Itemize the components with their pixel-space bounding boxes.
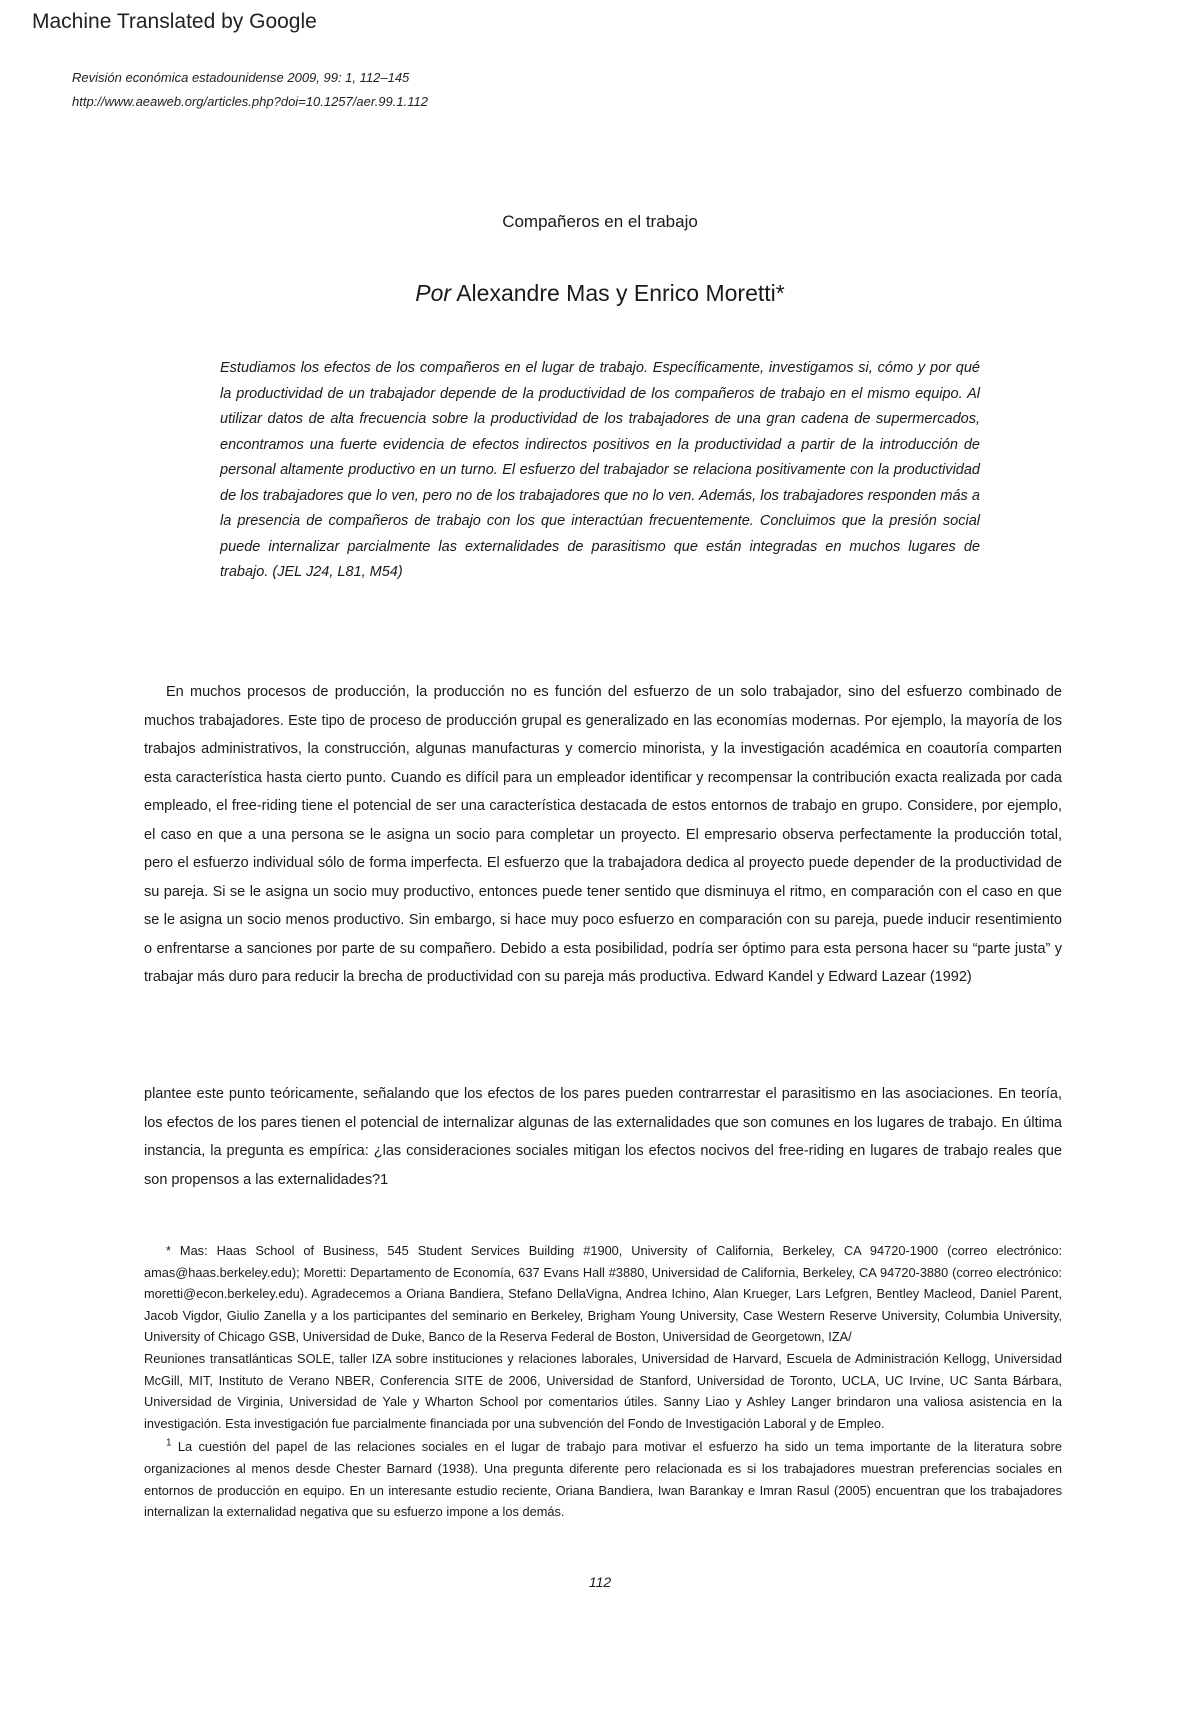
doi-url: http://www.aeaweb.org/articles.php?doi=10.1257/aer.99.1.112	[72, 94, 428, 109]
body-paragraph-2: plantee este punto teóricamente, señalando que los efectos de los pares pueden contrarrestar el parasitismo en las asociaciones. En teoría, los efectos de los pares tienen el potencial de internalizar algunas de las externalidades que son comunes en los lugares de trabajo. En última instancia, la pregunta es empírica: ¿las consideraciones sociales mitigan los efectos nocivos del free-riding en lugares de trabajo reales que son propensos a las externalidades?1	[144, 1086, 1062, 1188]
footnote-1-mark: 1	[166, 1438, 172, 1450]
journal-header	[72, 66, 428, 114]
paper-title: Compañeros en el trabajo	[502, 212, 698, 231]
footnote-author-affiliations: * Mas: Haas School of Business, 545 Student Services Building #1900, University of California, Berkeley, CA 94720-1900 (correo electrónico: amas@haas.berkeley.edu); Moretti: Departamento de Economía, 637 Evans Hall #3880, Universidad de California, Berkeley, CA 94720-3880 (correo electrónico: moretti@econ.berkeley.edu). Agradecemos a Oriana Bandiera, Stefano DellaVigna, Andrea Ichino, Alan Krueger, Lars Lefgren, Bentley Macleod, Daniel Parent, Jacob Vigdor, Giulio Zanella y a los participantes del seminario en Berkeley, Brigham Young University, Case Western Reserve University, Columbia University, University of Chicago GSB, Universidad de Duke, Banco de la Reserva Federal de Boston, Universidad de Georgetown, IZA/	[144, 1243, 1062, 1345]
machine-translation-banner: Machine Translated by Google	[32, 10, 317, 33]
journal-citation: Revisión económica estadounidense 2009, 99: 1, 112–145	[72, 70, 410, 85]
footnote-acknowledgements: Reuniones transatlánticas SOLE, taller IZA sobre instituciones y relaciones laborales, Universidad de Harvard, Escuela de Administración Kellogg, Universidad McGill, MIT, Instituto de Verano NBER, Conferencia SITE de 2006, Universidad de Stanford, Universidad de Toronto, UCLA, UC Irvine, UC Santa Bárbara, Universidad de Virginia, Universidad de Yale y Wharton School por comentarios útiles. Sanny Liao y Ashley Langer brindaron una valiosa asistencia en la investigación. Esta investigación fue parcialmente financiada por una subvención del Fondo de Investigación Laboral y de Empleo.	[144, 1350, 1062, 1431]
abstract: Estudiamos los efectos de los compañeros en el lugar de trabajo. Específicamente, investigamos si, cómo y por qué la productividad de un trabajador depende de la productividad de los compañeros de trabajo en el mismo equipo. Al utilizar datos de alta frecuencia sobre la productividad de los trabajadores de una gran cadena de supermercados, encontramos una fuerte evidencia de efectos indirectos positivos en la productividad a partir de la introducción de personal altamente productivo en un turno. El esfuerzo del trabajador se relaciona positivamente con la productividad de los trabajadores que lo ven, pero no de los trabajadores que no lo ven. Además, los trabajadores responden más a la presencia de compañeros de trabajo con los que interactúan frecuentemente. Concluimos que la presión social puede internalizar parcialmente las externalidades de parasitismo que están integradas en muchos lugares de trabajo. (JEL J24, L81, M54)	[220, 360, 980, 580]
footnotes	[144, 1240, 1062, 1523]
page-number: 112	[588, 1574, 612, 1590]
footnote-1-text: La cuestión del papel de las relaciones sociales en el lugar de trabajo para motivar el esfuerzo ha sido un tema importante de la literatura sobre organizaciones al menos desde Chester Barnard (1938). Una pregunta diferente pero relacionada es si los trabajadores muestran preferencias sociales en entornos de producción en equipo. En un interesante estudio reciente, Oriana Bandiera, Iwan Barankay e Imran Rasul (2005) encuentran que los trabajadores internalizan la externalidad negativa que su esfuerzo impone a los demás.	[144, 1439, 1062, 1520]
authors-prefix: Por	[415, 280, 452, 306]
body-paragraph-1: En muchos procesos de producción, la producción no es función del esfuerzo de un solo trabajador, sino del esfuerzo combinado de muchos trabajadores. Este tipo de proceso de producción grupal es generalizado en las economías modernas. Por ejemplo, la mayoría de los trabajos administrativos, la construcción, algunas manufacturas y comercio minorista, y la investigación académica en coautoría comparten esta característica hasta cierto punto. Cuando es difícil para un empleador identificar y recompensar la contribución exacta realizada por cada empleado, el free-riding tiene el potencial de ser una característica destacada de estos entornos de trabajo en grupo. Considere, por ejemplo, el caso en que a una persona se le asigna un socio para completar un proyecto. El empresario observa perfectamente la producción total, pero el esfuerzo individual sólo de forma imperfecta. El esfuerzo que la trabajadora dedica al proyecto puede depender de la productividad de su pareja. Si se le asigna un socio muy productivo, entonces puede tener sentido que disminuya el ritmo, en comparación con el caso en que se le asigna un socio menos productivo. Sin embargo, si hace muy poco esfuerzo en comparación con su pareja, puede inducir resentimiento o enfrentarse a sanciones por parte de su compañero. Debido a esta posibilidad, podría ser óptimo para esta persona hacer su “parte justa” y trabajar más duro para reducir la brecha de productividad con su pareja más productiva. Edward Kandel y Edward Lazear (1992)	[144, 684, 1062, 985]
footnote-1	[144, 1436, 1062, 1522]
author-names: Alexandre Mas y Enrico Moretti*	[456, 280, 785, 306]
authors-line	[0, 280, 1200, 307]
